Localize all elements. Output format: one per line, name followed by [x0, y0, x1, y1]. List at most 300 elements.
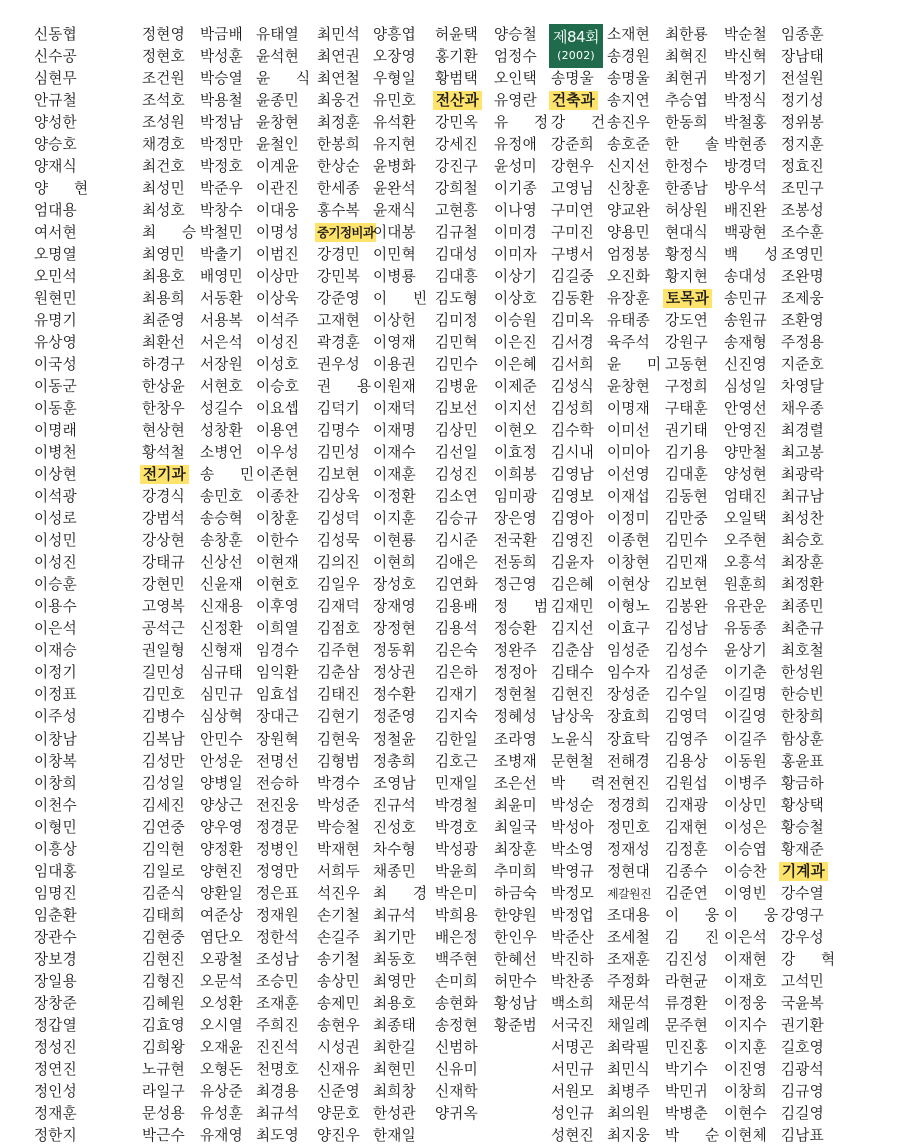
graduate-name: 정병인	[256, 840, 299, 858]
graduate-name: 방우석	[724, 180, 767, 198]
graduate-name: 이우성	[256, 444, 299, 462]
graduate-name: 시성권	[317, 1038, 360, 1056]
graduate-name: 최현귀	[665, 70, 708, 88]
graduate-name: 김보현	[317, 466, 360, 484]
graduate-name: 박정식	[724, 92, 767, 110]
graduate-name: 심민규	[200, 686, 243, 704]
graduate-name: 구정희	[665, 378, 708, 396]
graduate-name: 박정만	[200, 136, 243, 154]
graduate-name: 유민호	[373, 92, 416, 110]
graduate-name: 고영님	[551, 180, 594, 198]
graduate-name: 박철홍	[724, 114, 767, 132]
graduate-name: 송원규	[724, 312, 767, 330]
graduate-name: 장재영	[373, 598, 416, 616]
graduate-name: 박병춘	[665, 1104, 708, 1122]
graduate-name: 라현균	[665, 972, 708, 990]
graduate-name: 이제준	[494, 378, 537, 396]
graduate-name: 최춘규	[781, 620, 824, 638]
graduate-name: 김영남	[551, 466, 594, 484]
graduate-name: 조영민	[781, 246, 824, 264]
graduate-name: 오민석	[34, 268, 77, 286]
graduate-name: 유명기	[34, 312, 77, 330]
graduate-name: 김민재	[665, 554, 708, 572]
graduate-name: 조건원	[142, 70, 185, 88]
graduate-name: 정인성	[34, 1082, 77, 1100]
graduate-name: 손길주	[317, 928, 360, 946]
graduate-name: 강세진	[435, 136, 478, 154]
graduate-name: 제갈원진	[607, 886, 651, 901]
graduate-name: 윤성미	[494, 158, 537, 176]
graduate-name: 양병일	[200, 774, 243, 792]
graduate-name: 김대성	[435, 246, 478, 264]
graduate-name: 최호철	[781, 642, 824, 660]
graduate-name: 황상택	[781, 796, 824, 814]
graduate-name: 추미희	[494, 862, 537, 880]
graduate-name: 정성진	[34, 1038, 77, 1056]
graduate-name: 김태수	[551, 664, 594, 682]
graduate-name: 김영보	[551, 488, 594, 506]
graduate-name: 김명수	[317, 422, 360, 440]
graduate-name: 임경수	[256, 642, 299, 660]
graduate-name: 이효구	[607, 620, 650, 638]
graduate-name: 임대홍	[34, 862, 77, 880]
graduate-name: 엄태진	[724, 488, 767, 506]
graduate-name: 백광현	[724, 224, 767, 242]
graduate-name: 김현진	[142, 950, 185, 968]
graduate-name: 정근영	[494, 576, 537, 594]
graduate-name: 이재섭	[607, 488, 650, 506]
graduate-name: 이창희	[724, 1082, 767, 1100]
graduate-name: 정수환	[373, 686, 416, 704]
graduate-name: 최한룡	[665, 26, 708, 43]
graduate-name: 윤재식	[373, 202, 416, 220]
graduate-name: 홍윤표	[781, 752, 824, 770]
graduate-name: 양귀옥	[435, 1104, 478, 1122]
graduate-name: 오진화	[607, 268, 650, 286]
graduate-name: 박성순	[551, 796, 594, 814]
graduate-name: 정현영	[142, 26, 185, 43]
graduate-name: 김태진	[317, 686, 360, 704]
graduate-name: 김소연	[435, 488, 478, 506]
department-label: 기계과	[779, 862, 828, 881]
graduate-name: 김익현	[142, 840, 185, 858]
graduate-name: 최기만	[373, 928, 416, 946]
graduate-name: 김희왕	[142, 1038, 185, 1056]
graduate-name: 장효탁	[607, 730, 650, 748]
graduate-name: 박신혁	[724, 48, 767, 66]
graduate-name: 강준희	[551, 136, 594, 154]
graduate-name: 이승찬	[724, 862, 767, 880]
graduate-name: 김재덕	[317, 598, 360, 616]
graduate-name: 황준범	[494, 1016, 537, 1034]
graduate-name: 오재윤	[200, 1038, 243, 1056]
graduate-name: 전승하	[256, 774, 299, 792]
graduate-name: 김의진	[317, 554, 360, 572]
graduate-name: 민재일	[435, 774, 478, 792]
graduate-name: 이은혜	[494, 356, 537, 374]
graduate-name: 이나영	[494, 202, 537, 220]
graduate-name: 송진우	[607, 114, 650, 132]
graduate-name: 송정현	[435, 1016, 478, 1034]
graduate-name: 허상원	[665, 202, 708, 220]
graduate-name: 유태열	[256, 26, 299, 43]
graduate-name: 성창환	[200, 422, 243, 440]
graduate-name: 이미아	[607, 444, 650, 462]
graduate-name: 추승엽	[665, 92, 708, 110]
graduate-name: 이존현	[256, 466, 299, 484]
graduate-name: 이상현	[34, 466, 77, 484]
graduate-name: 김보선	[435, 400, 478, 418]
graduate-name: 권일형	[142, 642, 185, 660]
graduate-name: 이 빈	[373, 290, 428, 308]
graduate-name: 이정웅	[724, 994, 767, 1012]
graduate-name: 최규석	[373, 906, 416, 924]
graduate-name: 백 성	[724, 246, 779, 264]
graduate-name: 성인규	[551, 1104, 594, 1122]
graduate-name: 김용석	[435, 620, 478, 638]
graduate-name: 김봉완	[665, 598, 708, 616]
graduate-name: 강원구	[665, 334, 708, 352]
graduate-name: 구태훈	[665, 400, 708, 418]
graduate-name: 유정애	[494, 136, 537, 154]
graduate-name: 구미진	[551, 224, 594, 242]
graduate-name: 심성일	[724, 378, 767, 396]
graduate-name: 한상순	[317, 158, 360, 176]
graduate-name: 소병언	[200, 444, 243, 462]
graduate-name: 정민호	[607, 818, 650, 836]
graduate-name: 이미경	[494, 224, 537, 242]
graduate-name: 송명울	[551, 70, 594, 88]
graduate-name: 이병룡	[373, 268, 416, 286]
graduate-name: 박정남	[200, 114, 243, 132]
graduate-name: 양진우	[317, 1126, 360, 1144]
graduate-name: 김혜원	[142, 994, 185, 1012]
graduate-name: 윤석현	[256, 48, 299, 66]
graduate-name: 한양원	[494, 906, 537, 924]
graduate-name: 김동현	[665, 488, 708, 506]
graduate-name: 한 솔	[665, 136, 720, 154]
graduate-name: 황재준	[781, 840, 824, 858]
graduate-name: 박용철	[200, 92, 243, 110]
graduate-name: 정갑열	[34, 1016, 77, 1034]
graduate-name: 신재학	[435, 1082, 478, 1100]
graduate-name: 이기춘	[724, 664, 767, 682]
graduate-name: 장은영	[494, 510, 537, 528]
graduate-name: 이길영	[724, 708, 767, 726]
graduate-name: 송제민	[317, 994, 360, 1012]
graduate-name: 박철민	[200, 224, 243, 242]
graduate-name: 장대근	[256, 708, 299, 726]
graduate-name: 민진홍	[665, 1038, 708, 1056]
graduate-name: 최정훈	[317, 114, 360, 132]
graduate-name: 이상헌	[373, 312, 416, 330]
graduate-name: 이정환	[373, 488, 416, 506]
graduate-name: 이승원	[494, 312, 537, 330]
graduate-name: 윤완석	[373, 180, 416, 198]
graduate-name: 심규태	[200, 664, 243, 682]
graduate-name: 홍기환	[435, 48, 478, 66]
graduate-name: 강수열	[781, 884, 824, 902]
graduate-name: 서민규	[551, 1060, 594, 1078]
graduate-name: 김재기	[435, 686, 478, 704]
graduate-name: 최혁진	[665, 48, 708, 66]
graduate-name: 최연철	[317, 70, 360, 88]
graduate-name: 정위봉	[781, 114, 824, 132]
graduate-name: 장보경	[34, 950, 77, 968]
graduate-name: 강경민	[317, 246, 360, 264]
graduate-name: 이병주	[724, 774, 767, 792]
graduate-name: 김용상	[665, 752, 708, 770]
graduate-name: 이흥상	[34, 840, 77, 858]
graduate-name: 최락필	[607, 1038, 650, 1056]
graduate-name: 박윤희	[435, 862, 478, 880]
graduate-name: 이성은	[724, 818, 767, 836]
graduate-name: 한재일	[373, 1126, 416, 1144]
graduate-name: 강태규	[142, 554, 185, 572]
graduate-name: 장원혁	[256, 730, 299, 748]
graduate-name: 강우성	[781, 928, 824, 946]
graduate-name: 양흥엽	[373, 26, 416, 43]
name-column	[373, 24, 443, 1147]
graduate-name: 한창우	[142, 400, 185, 418]
graduate-name: 고재현	[317, 312, 360, 330]
graduate-name: 조성남	[256, 950, 299, 968]
graduate-name: 황석철	[142, 444, 185, 462]
graduate-name: 하금숙	[494, 884, 537, 902]
graduate-name: 전명선	[256, 752, 299, 770]
graduate-name: 양우영	[200, 818, 243, 836]
graduate-name: 정혜성	[494, 708, 537, 726]
graduate-name: 김애은	[435, 554, 478, 572]
graduate-name: 이창남	[34, 730, 77, 748]
graduate-name: 이원재	[373, 378, 416, 396]
graduate-name: 강진구	[435, 158, 478, 176]
graduate-name: 김 진	[665, 928, 720, 946]
graduate-name: 길호영	[781, 1038, 824, 1056]
graduate-name: 이상호	[494, 290, 537, 308]
graduate-name: 신재유	[317, 1060, 360, 1078]
graduate-name: 양 현	[34, 180, 89, 198]
graduate-name: 강상현	[142, 532, 185, 550]
graduate-name: 최준영	[142, 312, 185, 330]
graduate-name: 김동환	[551, 290, 594, 308]
graduate-name: 김지숙	[435, 708, 478, 726]
graduate-name: 한성관	[373, 1104, 416, 1122]
graduate-name: 김상욱	[317, 488, 360, 506]
graduate-name: 양용민	[607, 224, 650, 242]
graduate-name: 조제웅	[781, 290, 824, 308]
graduate-name: 윤종민	[256, 92, 299, 110]
graduate-name: 백소희	[551, 994, 594, 1012]
graduate-name: 조성원	[142, 114, 185, 132]
graduate-name: 정경희	[607, 796, 650, 814]
graduate-name: 이현오	[494, 422, 537, 440]
graduate-name: 김춘삼	[551, 642, 594, 660]
graduate-name: 조민구	[781, 180, 824, 198]
graduate-name: 이승호	[256, 378, 299, 396]
graduate-name: 장효희	[607, 708, 650, 726]
graduate-name: 강민복	[317, 268, 360, 286]
graduate-name: 이영재	[373, 334, 416, 352]
graduate-name: 서장원	[200, 356, 243, 374]
graduate-name: 송현우	[317, 1016, 360, 1034]
graduate-name: 신유미	[435, 1060, 478, 1078]
graduate-name: 이진영	[724, 1060, 767, 1078]
graduate-name: 황승철	[781, 818, 824, 836]
graduate-name: 한정수	[665, 158, 708, 176]
graduate-name: 신형재	[200, 642, 243, 660]
graduate-name: 서현호	[200, 378, 243, 396]
graduate-name: 이길주	[724, 730, 767, 748]
graduate-name: 장성준	[607, 686, 650, 704]
graduate-name: 유상영	[34, 334, 77, 352]
graduate-name: 우형일	[373, 70, 416, 88]
graduate-name: 이한수	[256, 532, 299, 550]
graduate-name: 정재훈	[34, 1104, 77, 1122]
graduate-name: 김선일	[435, 444, 478, 462]
graduate-name: 소재현	[607, 26, 650, 43]
graduate-name: 조대용	[607, 906, 650, 924]
graduate-name: 정승환	[494, 620, 537, 638]
graduate-name: 황지현	[665, 268, 708, 286]
graduate-name: 김성남	[665, 620, 708, 638]
graduate-name: 전설원	[781, 70, 824, 88]
graduate-name: 허윤택	[435, 26, 478, 43]
graduate-name: 이현희	[373, 554, 416, 572]
graduate-name: 윤 미	[607, 356, 662, 374]
graduate-name: 신윤재	[200, 576, 243, 594]
graduate-name: 여서현	[34, 224, 77, 242]
graduate-name: 이계윤	[256, 158, 299, 176]
graduate-name: 이상욱	[256, 290, 299, 308]
graduate-name: 김민호	[142, 686, 185, 704]
graduate-name: 길민성	[142, 664, 185, 682]
graduate-name: 정한지	[34, 1126, 77, 1144]
graduate-name: 신수공	[34, 48, 77, 66]
graduate-name: 이정기	[34, 664, 77, 682]
name-column	[256, 24, 326, 1147]
graduate-name: 현대식	[665, 224, 708, 242]
graduate-name: 노규현	[142, 1060, 185, 1078]
graduate-name: 정동휘	[373, 642, 416, 660]
graduate-name: 정철윤	[373, 730, 416, 748]
graduate-name: 황정식	[665, 246, 708, 264]
graduate-name: 송민호	[200, 488, 243, 506]
graduate-name: 강경식	[142, 488, 185, 506]
graduate-name: 고석민	[781, 972, 824, 990]
graduate-name: 최건호	[142, 158, 185, 176]
graduate-name: 유 정	[494, 114, 549, 132]
graduate-name: 김규철	[435, 224, 478, 242]
graduate-name: 박영규	[551, 862, 594, 880]
graduate-name: 김보현	[665, 576, 708, 594]
graduate-name: 박희용	[435, 906, 478, 924]
graduate-name: 노윤식	[551, 730, 594, 748]
graduate-name: 최성찬	[781, 510, 824, 528]
graduate-name: 김용배	[435, 598, 478, 616]
graduate-name: 이재호	[724, 972, 767, 990]
graduate-name: 오광철	[200, 950, 243, 968]
graduate-name: 진성호	[373, 818, 416, 836]
graduate-name: 김성수	[665, 642, 708, 660]
graduate-name: 주정화	[607, 972, 650, 990]
graduate-name: 최지웅	[607, 1126, 650, 1144]
graduate-name: 김성준	[665, 664, 708, 682]
graduate-name: 최고봉	[781, 444, 824, 462]
graduate-name: 전국환	[494, 532, 537, 550]
graduate-name: 한혜선	[494, 950, 537, 968]
graduate-name: 최희창	[373, 1082, 416, 1100]
graduate-name: 김도형	[435, 290, 478, 308]
graduate-name: 이은진	[494, 334, 537, 352]
graduate-name: 김형범	[317, 752, 360, 770]
graduate-name: 강범석	[142, 510, 185, 528]
graduate-name: 이병천	[34, 444, 77, 462]
graduate-name: 문현철	[551, 752, 594, 770]
graduate-name: 김미옥	[551, 312, 594, 330]
graduate-name: 이선영	[607, 466, 650, 484]
graduate-name: 김미정	[435, 312, 478, 330]
graduate-name: 김태희	[142, 906, 185, 924]
graduate-name: 최경렬	[781, 422, 824, 440]
graduate-name: 엄대용	[34, 202, 77, 220]
graduate-name: 정재성	[607, 840, 650, 858]
graduate-name: 김대흥	[435, 268, 478, 286]
graduate-name: 이미선	[607, 422, 650, 440]
graduate-name: 이상민	[724, 796, 767, 814]
graduate-name: 정연진	[34, 1060, 77, 1078]
graduate-name: 강영구	[781, 906, 824, 924]
graduate-name: 조환영	[781, 312, 824, 330]
graduate-name: 김시내	[551, 444, 594, 462]
graduate-name: 이명래	[34, 422, 77, 440]
graduate-name: 김점호	[317, 620, 360, 638]
graduate-name: 김춘삼	[317, 664, 360, 682]
graduate-name: 정기성	[781, 92, 824, 110]
graduate-name: 최영민	[142, 246, 185, 264]
graduate-name: 최용호	[142, 268, 185, 286]
graduate-name: 임명진	[34, 884, 77, 902]
graduate-name: 박소영	[551, 840, 594, 858]
graduate-name: 조병재	[494, 752, 537, 770]
graduate-name: 김성진	[435, 466, 478, 484]
graduate-name: 이동훈	[34, 400, 77, 418]
graduate-name: 김성일	[142, 774, 185, 792]
graduate-name: 양성현	[724, 466, 767, 484]
graduate-name: 김진성	[665, 950, 708, 968]
graduate-name: 정총희	[373, 752, 416, 770]
graduate-name: 한봉희	[317, 136, 360, 154]
graduate-name: 오형돈	[200, 1060, 243, 1078]
graduate-name: 라일구	[142, 1082, 185, 1100]
graduate-name: 김효영	[142, 1016, 185, 1034]
session-title: 제84회	[552, 28, 600, 46]
graduate-name: 고영복	[142, 598, 185, 616]
graduate-name: 류경환	[665, 994, 708, 1012]
graduate-name: 김세진	[142, 796, 185, 814]
graduate-name: 윤 식	[256, 70, 311, 88]
graduate-name: 김규영	[781, 1082, 824, 1100]
graduate-name: 박경호	[435, 818, 478, 836]
graduate-name: 박승철	[317, 818, 360, 836]
graduate-name: 오명열	[34, 246, 77, 264]
graduate-name: 정은표	[256, 884, 299, 902]
graduate-name: 김형진	[142, 972, 185, 990]
graduate-name: 김일우	[317, 576, 360, 594]
graduate-name: 이용수	[34, 598, 77, 616]
graduate-name: 주정용	[781, 334, 824, 352]
graduate-name: 곽경훈	[317, 334, 360, 352]
